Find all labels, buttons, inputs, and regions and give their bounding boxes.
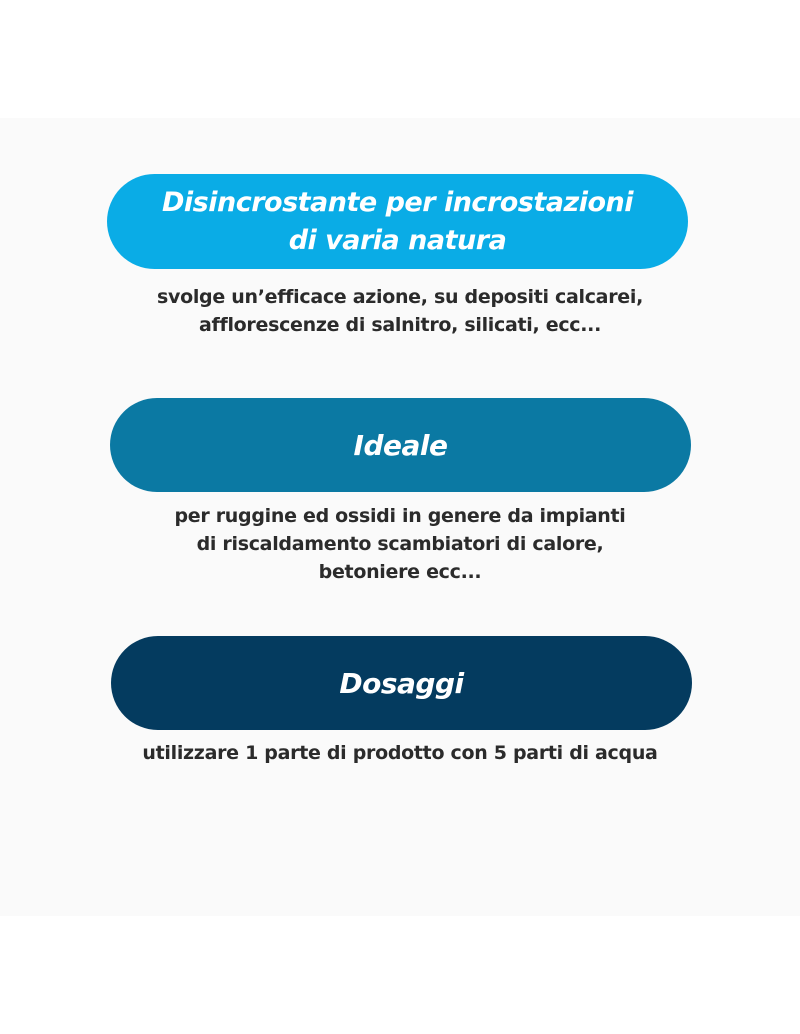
section-3-title: Dosaggi	[339, 666, 464, 700]
section-1-description-line-2: afflorescenze di salnitro, silicati, ecc...	[199, 314, 601, 336]
section-2-description-line-3: betoniere ecc...	[318, 561, 482, 583]
section-1-title-line-2: di varia natura	[288, 224, 507, 256]
section-2-description-line-2: di riscaldamento scambiatori di calore,	[196, 533, 604, 555]
section-3-description-line-1: utilizzare 1 parte di prodotto con 5 parti di acqua	[142, 742, 658, 764]
section-1-title-line-1: Disincrostante per incrostazioni	[161, 186, 633, 218]
section-3-description	[0, 739, 800, 767]
section-2-title: Ideale	[353, 428, 448, 462]
section-2-title-banner	[110, 398, 691, 492]
section-1-description	[0, 283, 800, 339]
section-2-description	[0, 502, 800, 586]
section-1-title-banner	[107, 174, 688, 269]
section-1-description-line-1: svolge un’efficace azione, su depositi calcarei,	[157, 286, 643, 308]
section-2-description-line-1: per ruggine ed ossidi in genere da impianti	[174, 505, 626, 527]
section-3-title-banner	[111, 636, 692, 730]
